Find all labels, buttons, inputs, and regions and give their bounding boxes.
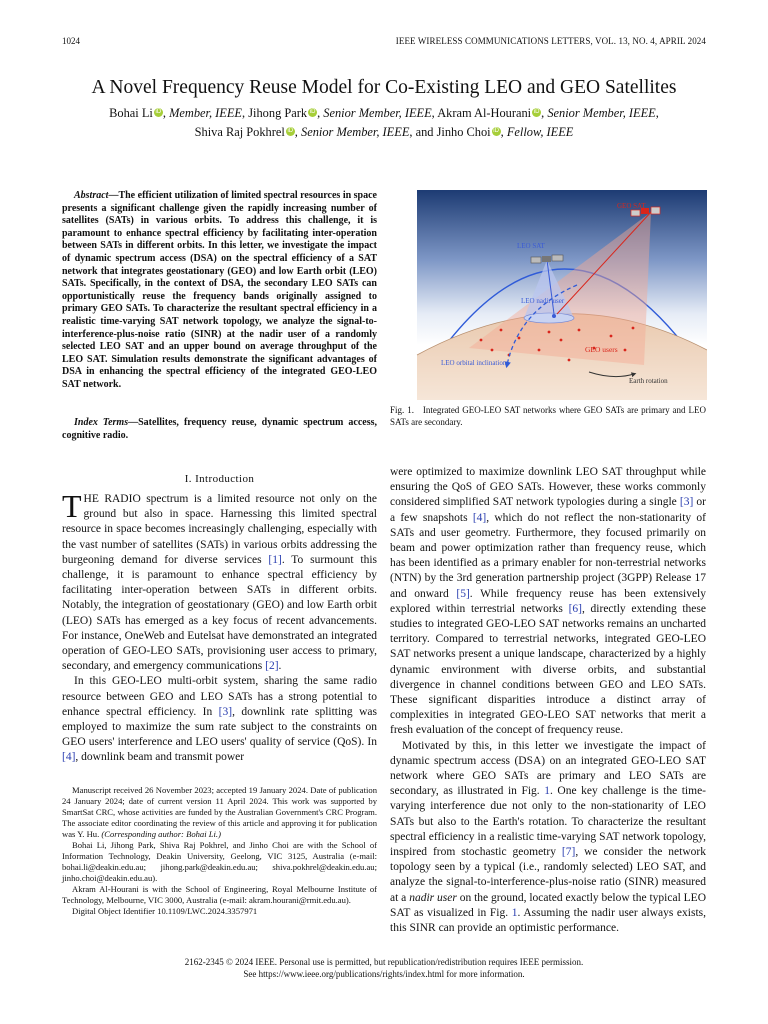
- text: on the ground, located exactly below the typical LEO SAT as visualized in Fig.: [390, 891, 707, 919]
- figure-link[interactable]: 1: [511, 906, 518, 919]
- leo-footprint: [524, 313, 574, 323]
- intro-right-column: [390, 465, 706, 936]
- paper-title: A Novel Frequency Reuse Model for Co-Existing LEO and GEO Satellites: [91, 77, 677, 98]
- leo-nadir-user-point: [552, 314, 556, 318]
- author-role: Senior Member, IEEE: [323, 106, 432, 120]
- text: , downlink beam and transmit power: [75, 751, 245, 764]
- text: , downlink rate splitting was employed to maximize the sum rate subject to the constraints on GEO users' interference and LEO users' quality of service (QoS). In: [62, 705, 377, 749]
- figure-link[interactable]: 1: [544, 785, 550, 798]
- figure-caption: [390, 405, 706, 428]
- citation-link[interactable]: [2]: [265, 660, 279, 673]
- text: . To surmount this challenge, it is paramount to enhance spectral efficiency by facilitating inter-operation between SATs in different orbits. Notably, the integration of geostationary (GEO) and low Earth orbit (LEO) SATs has emerged as a key focus of recent advancements. For instance, OneWeb and Eutelsat have demonstrated an integrated operation of GEO-LEO SATs, provisioning user access to primary, secondary, and emergency communications: [62, 553, 378, 673]
- geo-sat-label: GEO SAT: [617, 202, 646, 210]
- text: Manuscript received 26 November 2023; accepted 19 January 2024. Date of publication 24 January 2024; date of current version 11 April 2024. This work was supported by SmartSat CRC, whose activities are funded by the Australian Government's CRC Program. The associate editor coordinating the review of this article and approving it for publication was Y. Hu.: [62, 785, 377, 839]
- author-name: Bohai Li: [109, 106, 153, 120]
- index-terms: Index Terms—Satellites, frequency reuse, dynamic spectrum access, cognitive radio.: [62, 417, 377, 441]
- index-terms-label: Index Terms: [74, 417, 129, 428]
- leo-orbital-inclination-label: LEO orbital inclination: [441, 359, 507, 367]
- orcid-icon[interactable]: iD: [493, 128, 499, 134]
- footnote-affiliation: Akram Al-Hourani is with the School of Engineering, Royal Melbourne Institute of Technology, Melbourne, VIC 3000, Australia (e-mail: akram.hourani@rmit.edu.au).: [62, 884, 377, 905]
- caption-text: Integrated GEO-LEO SAT networks where GEO SATs are primary and LEO SATs are secondary.: [390, 405, 706, 427]
- abstract-label: Abstract: [74, 190, 109, 201]
- copyright-line: 2162-2345 © 2024 IEEE. Personal use is permitted, but republication/redistribution requires IEEE permission.: [184, 957, 584, 967]
- author-role: Senior Member, IEEE: [301, 125, 410, 139]
- text: , directly extending these studies to integrated GEO-LEO SAT networks remains an uncharted territory. Compared to terrestrial networks, integrated GEO-LEO SAT networks present a unique landscape, characterized by a highly dynamic environment with diverse orbits, and substantial divergence in channel conditions between GEO and LEO SATs. These significant disparities introduce a distinct array of complexities in integrated GEO-LEO SAT networks that merit a fresh evaluation of the concept of frequency reuse.: [390, 602, 706, 737]
- author-role: Senior Member, IEEE: [547, 106, 656, 120]
- author-name: Jihong Park: [248, 106, 308, 120]
- paragraph: [62, 488, 378, 674]
- author-role: Member, IEEE: [169, 106, 243, 120]
- page-number: 1024: [62, 36, 80, 46]
- citation-link[interactable]: [4]: [62, 751, 76, 764]
- text: Motivated by this, in this letter we investigate the impact of dynamic spectrum access (DSA) on an integrated GEO-LEO SAT network where GEO SATs are primary and LEO SATs are secondary, as illustrated in Fig.: [390, 739, 706, 798]
- copyright-notice: [0, 956, 768, 980]
- footnote-doi: Digital Object Identifier 10.1109/LWC.2024.3357971: [72, 906, 258, 916]
- citation-link[interactable]: [1]: [268, 553, 282, 566]
- text: were optimized to maximize downlink LEO SAT throughput while ensuring the QoS of GEO SATs. However, these works commonly considered simplified SAT network typologies during a single: [390, 466, 706, 509]
- text: , which do not reflect the non-stationarity of SATs and user geometry. Furthermore, they focused primarily on beam and power optimization rather than frequency reuse, which has been identified as a primary enabler for non-terrestrial networks (NTN) by the 3rd generation partnership project (3GPP) Release 17 and onward: [390, 511, 706, 600]
- orcid-icon[interactable]: iD: [287, 128, 294, 134]
- text: , we consider the network topology seen by a typical (i.e., randomly selected) LEO SAT, and analyze the signal-to-interference-plus-noise ratio (SINR) measured at a: [390, 846, 706, 904]
- orcid-icon[interactable]: iD: [309, 109, 316, 115]
- caption-label: Fig. 1.: [390, 405, 414, 415]
- citation-link[interactable]: [3]: [218, 705, 233, 718]
- text: . While frequency reuse has been extensively explored within terrestrial networks: [390, 587, 706, 615]
- footnote-affiliation: Bohai Li, Jihong Park, Shiva Raj Pokhrel, and Jinho Choi are with the School of Information Technology, Deakin University, Geelong, VIC 3125, Australia (e-mail: bohai.li@deakin.edu.au; jihong.park@deakin.edu.au; shiva.pokhrel@deakin.edu.au; jinho.choi@deakin.edu.au).: [62, 840, 377, 883]
- author-name: Akram Al-Hourani: [437, 106, 532, 120]
- paragraph: [390, 465, 706, 739]
- abstract-text: The efficient utilization of limited spectral resources in space presents a significant challenge given the rapidly increasing number of satellites (SATs) in various orbits. To address this challenge, it is paramount to enhance spectral efficiency by facilitating inter-operation between SATs in different orbits. In this letter, we investigate the impact of dynamic spectrum access (DSA) on the spectral efficiency of a SAT network that integrates geostationary (GEO) and low Earth orbit (LEO) SATs. Specifically, in the context of DSA, the secondary LEO SATs can opportunistically reuse the frequency bands originally assigned to primary GEO SATs. To characterize the resultant spectral efficiency in a realistic time-varying SAT network topology, we analyze the signal-to-interference-plus-noise ratio (SINR) at the nadir user of a randomly selected LEO SAT and an upper bound on average throughput of the LEO SAT. Simulation results demonstrate the significant advantages of DSA in enhancing the spectral efficiency of the integrated GEO-LEO SAT network.: [62, 190, 377, 390]
- journal-header: IEEE WIRELESS COMMUNICATIONS LETTERS, VOL. 13, NO. 4, APRIL 2024: [395, 36, 706, 46]
- geo-users-label: GEO users: [585, 345, 618, 354]
- emphasis: nadir user: [409, 891, 457, 904]
- citation-link[interactable]: [7]: [561, 846, 576, 859]
- figure-1-diagram: [389, 190, 707, 400]
- text: . One key challenge is the time-varying interference due not only to the non-stationarity of LEO SATs but also to the Earth's rotation. To characterize the resultant spectral efficiency in a realistic time-varying SAT network topology, inspired from stochastic geometry: [390, 785, 706, 859]
- text: . Assuming the nadir user always exists, this SINR can provide an optimistic performance.: [390, 906, 706, 935]
- footnote-received: [62, 785, 377, 840]
- orcid-icon[interactable]: iD: [155, 109, 162, 115]
- abstract: Abstract—The efficient utilization of limited spectral resources in space presents a significant challenge given the rapidly increasing number of satellites (SATs) in various orbits. To address this challenge, it is paramount to enhance spectral efficiency by facilitating inter-operation between SATs in different orbits. In this letter, we investigate the impact of dynamic spectrum access (DSA) on the spectral efficiency of a SAT network that integrates geostationary (GEO) and low Earth orbit (LEO) SATs. Specifically, in the context of DSA, the secondary LEO SATs can opportunistically reuse the frequency bands originally assigned to primary GEO SATs. To characterize the resultant spectral efficiency in a realistic time-varying SAT network topology, we analyze the signal-to-interference-plus-noise ratio (SINR) at the nadir user of a randomly selected LEO SAT and an upper bound on average throughput of the LEO SAT. Simulation results demonstrate the significant advantages of DSA in enhancing the spectral efficiency of the integrated GEO-LEO SAT network.: [62, 190, 377, 390]
- text: In this GEO-LEO multi-orbit system, sharing the same radio resource between GEO and LEO SATs has a strong potential to enhance spectral efficiency. In: [62, 675, 377, 718]
- drop-cap: T: [62, 488, 82, 524]
- orcid-icon[interactable]: iD: [533, 109, 540, 115]
- copyright-link-line[interactable]: See https://www.ieee.org/publications/rights/index.html for more information.: [243, 969, 525, 979]
- paragraph: [62, 674, 377, 765]
- paragraph: [390, 739, 706, 937]
- text: HE RADIO spectrum is a limited resource not only on the ground but also in space. Harnessing this limited spectral resource in space becomes increasingly challenging, especially with the vast number of satellites (SATs) in various orbits addressing the burgeoning demand for diverse services: [62, 493, 377, 566]
- leo-sat-label: LEO SAT: [517, 242, 545, 250]
- citation-link[interactable]: [6]: [568, 602, 582, 615]
- leo-nadir-user-label: LEO nadir user: [521, 297, 565, 305]
- text: or a few snapshots: [390, 496, 706, 524]
- corresponding-author: (Corresponding author: Bohai Li.): [101, 829, 221, 839]
- section-heading: I. Introduction: [184, 473, 255, 485]
- author-role: Fellow, IEEE: [506, 125, 574, 139]
- citation-link[interactable]: [5]: [456, 587, 470, 600]
- text: .: [278, 660, 282, 673]
- footnotes: [62, 785, 377, 917]
- earth-rotation-label: Earth rotation: [629, 377, 668, 385]
- intro-left-column: [62, 488, 378, 766]
- author-name: Jinho Choi: [436, 125, 491, 139]
- author-list: Bohai Li iD , Member, IEEE, Jihong Park iD , Senior Member, IEEE, Akram Al-Hourani iD , Senior Member, IEEE, Shiva Raj Pokhrel iD , Senior Member, IEEE, and Jinho Choi iD , Fellow, IEEE: [109, 106, 659, 139]
- author-name: Shiva Raj Pokhrel: [194, 125, 285, 139]
- citation-link[interactable]: [3]: [679, 496, 694, 509]
- citation-link[interactable]: [4]: [472, 511, 487, 524]
- index-terms-text: Satellites, frequency reuse, dynamic spectrum access, cognitive radio.: [62, 417, 377, 441]
